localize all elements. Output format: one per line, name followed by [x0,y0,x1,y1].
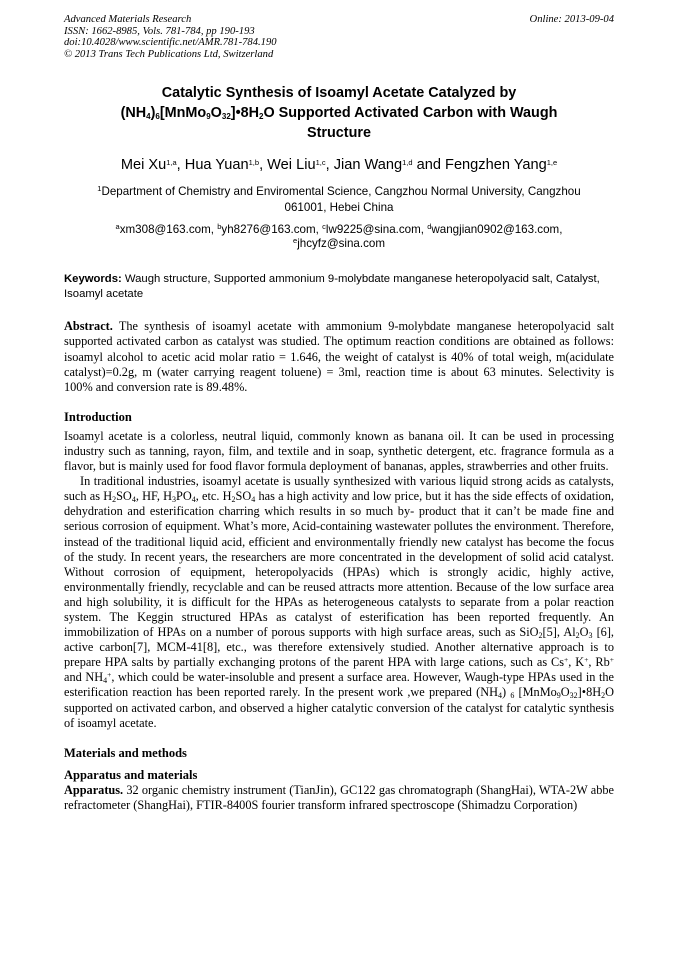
email: $^d$wangjian0902@163.com, [427,222,563,237]
email-list [64,223,614,250]
abstract-text: The synthesis of isoamyl acetate with ammonium 9-molybdate manganese heteropolyacid salt supported activated carbon as catalyst was studied. The optimum reaction conditions are obtained as follows: isoamyl alcohol to acetic acid molar ratio = 1.646, the weight of catalyst is 40% of total weigh, m(acidulate catalyst)=0.2g, m (water carrying reagent toluene) = 3ml, reaction time is about 63 minutes. Selectivity is 100% and conversion rate is 89.48%. [64,319,614,394]
author: Wei Liu$^{1,c}$, [267,157,334,174]
abstract [64,319,614,394]
journal-name: Advanced Materials Research [64,14,192,25]
materials-heading: Materials and methods [64,745,187,760]
issn-line: ISSN: 1662-8985, Vols. 781-784, pp 190-193 [64,25,255,37]
title-line-2: $(NH_4)_6[MnMo_9O_{32}]•8H_2O$ Supported Activated Carbon with Waugh [120,105,558,122]
author: Jian Wang$^{1,d}$ and [333,157,446,174]
author: Fengzhen Yang$^{1,e}$ [445,157,558,174]
apparatus-subheading: Apparatus and materials [64,767,198,782]
keywords-label: Keywords: [64,273,122,286]
author: Hua Yuan$^{1,b}$, [184,157,268,174]
doi-line: doi:10.4028/www.scientific.net/AMR.781-784.190 [64,37,277,49]
keywords-text: Waugh structure, Supported ammonium 9-molybdate manganese heteropolyacid salt, Catalyst, Isoamyl acetate [64,273,600,301]
introduction-heading: Introduction [64,409,132,424]
author-list [64,156,614,174]
introduction-paragraph-1: Isoamyl acetate is a colorless, neutral liquid, commonly known as banana oil. It can be used in processing industry such as tanning, rayon, film, and textile and in soap, synthetic detergent, etc. fragrance formula as a flavor, but is mainly used for food flavor formula deployment of bananas, apples, strawberries and other fruits. [64,428,614,474]
email: $^e$jhcyfz@sina.com [293,235,385,250]
apparatus-text: 32 organic chemistry instrument (TianJin), GC122 gas chromatograph (ShangHai), WTA-2W abbe refractometer (ShangHai), FTIR-8400S fourier transform infrared spectroscope (Shimadzu Corporation) [64,782,614,812]
affiliation-line-1: $^1$Department of Chemistry and Enviromental Science, Cangzhou Normal University, Cangzhou [97,184,581,199]
journal-header [64,14,614,60]
title-line-3: Structure [307,125,371,142]
keywords [64,272,614,302]
paper-title [64,83,614,143]
affiliation-line-2: 061001, Hebei China [284,200,394,214]
copyright-line: © 2013 Trans Tech Publications Ltd, Switzerland [64,48,274,60]
title-line-1: Catalytic Synthesis of Isoamyl Acetate Catalyzed by [161,85,517,102]
email: $^c$lw9225@sina.com, [322,222,428,237]
online-date: Online: 2013-09-04 [529,14,614,25]
email: $^a$xm308@163.com, [115,222,218,237]
author: Mei Xu$^{1,a}$, [120,157,185,174]
introduction-paragraph-2: In traditional industries, isoamyl acetate is usually synthesized with various liquid strong acids as catalysts, such as $H_2SO_4$, HF, $H_3PO_4$, etc. $H_2SO_4$ has a high activity and low price, but it has the side effects of oxidation, dehydration and esterification charring which results in so much by- product that it can’t be made fine and serious corrosion of equipment. What’s more, Acid-containing wastewater pollutes the environment. Therefore, instead of the traditional liquid acid, efficient and environmentally friendly new catalyst has become the focus of the study. In recent years, the researchers are more concentrated in the development of solid acid catalyst. Without corrosion of equipment, heteropolyacids (HPAs) which is strongly acidic, highly active, environmentally friendly, recyclable and can be reused attracts more attention. Because of the low surface area and high solubility, it is difficult for the HPAs as heterogeneous catalysts to separate from a polar reaction system. The Keggin structured HPAs as catalyst of esterification has been reported frequently. An immobilization of HPAs on a number of porous supports with high surface areas, such as SiO$_2$[5], $Al_2O_3$ [6], active carbon[7], MCM-41[8], etc., was therefore extensively studied. Another alternative approach is to prepare HPA salts by partially exchanging protons of the parent HPA with large cations, such as Cs+, K+, Rb+ and $NH_4^+$, which could be water-insoluble and present a surface area. However, Waugh-type HPAs used in the esterification reaction has been reported rarely. In the present work ,we prepared $(NH_4)$ $_6$ $[MnMo_9O_{32}]•8H_2O$ supported on activated carbon, and observed a higher catalytic conversion of the catalyst for catalytic synthesis of isoamyl acetate. [64,474,615,730]
email: $^b$yh8276@163.com, [217,222,323,237]
affiliation [64,184,614,215]
apparatus-label: Apparatus. [64,782,124,797]
abstract-label: Abstract. [64,319,113,334]
apparatus-paragraph [64,783,614,813]
paper-page [64,14,614,813]
